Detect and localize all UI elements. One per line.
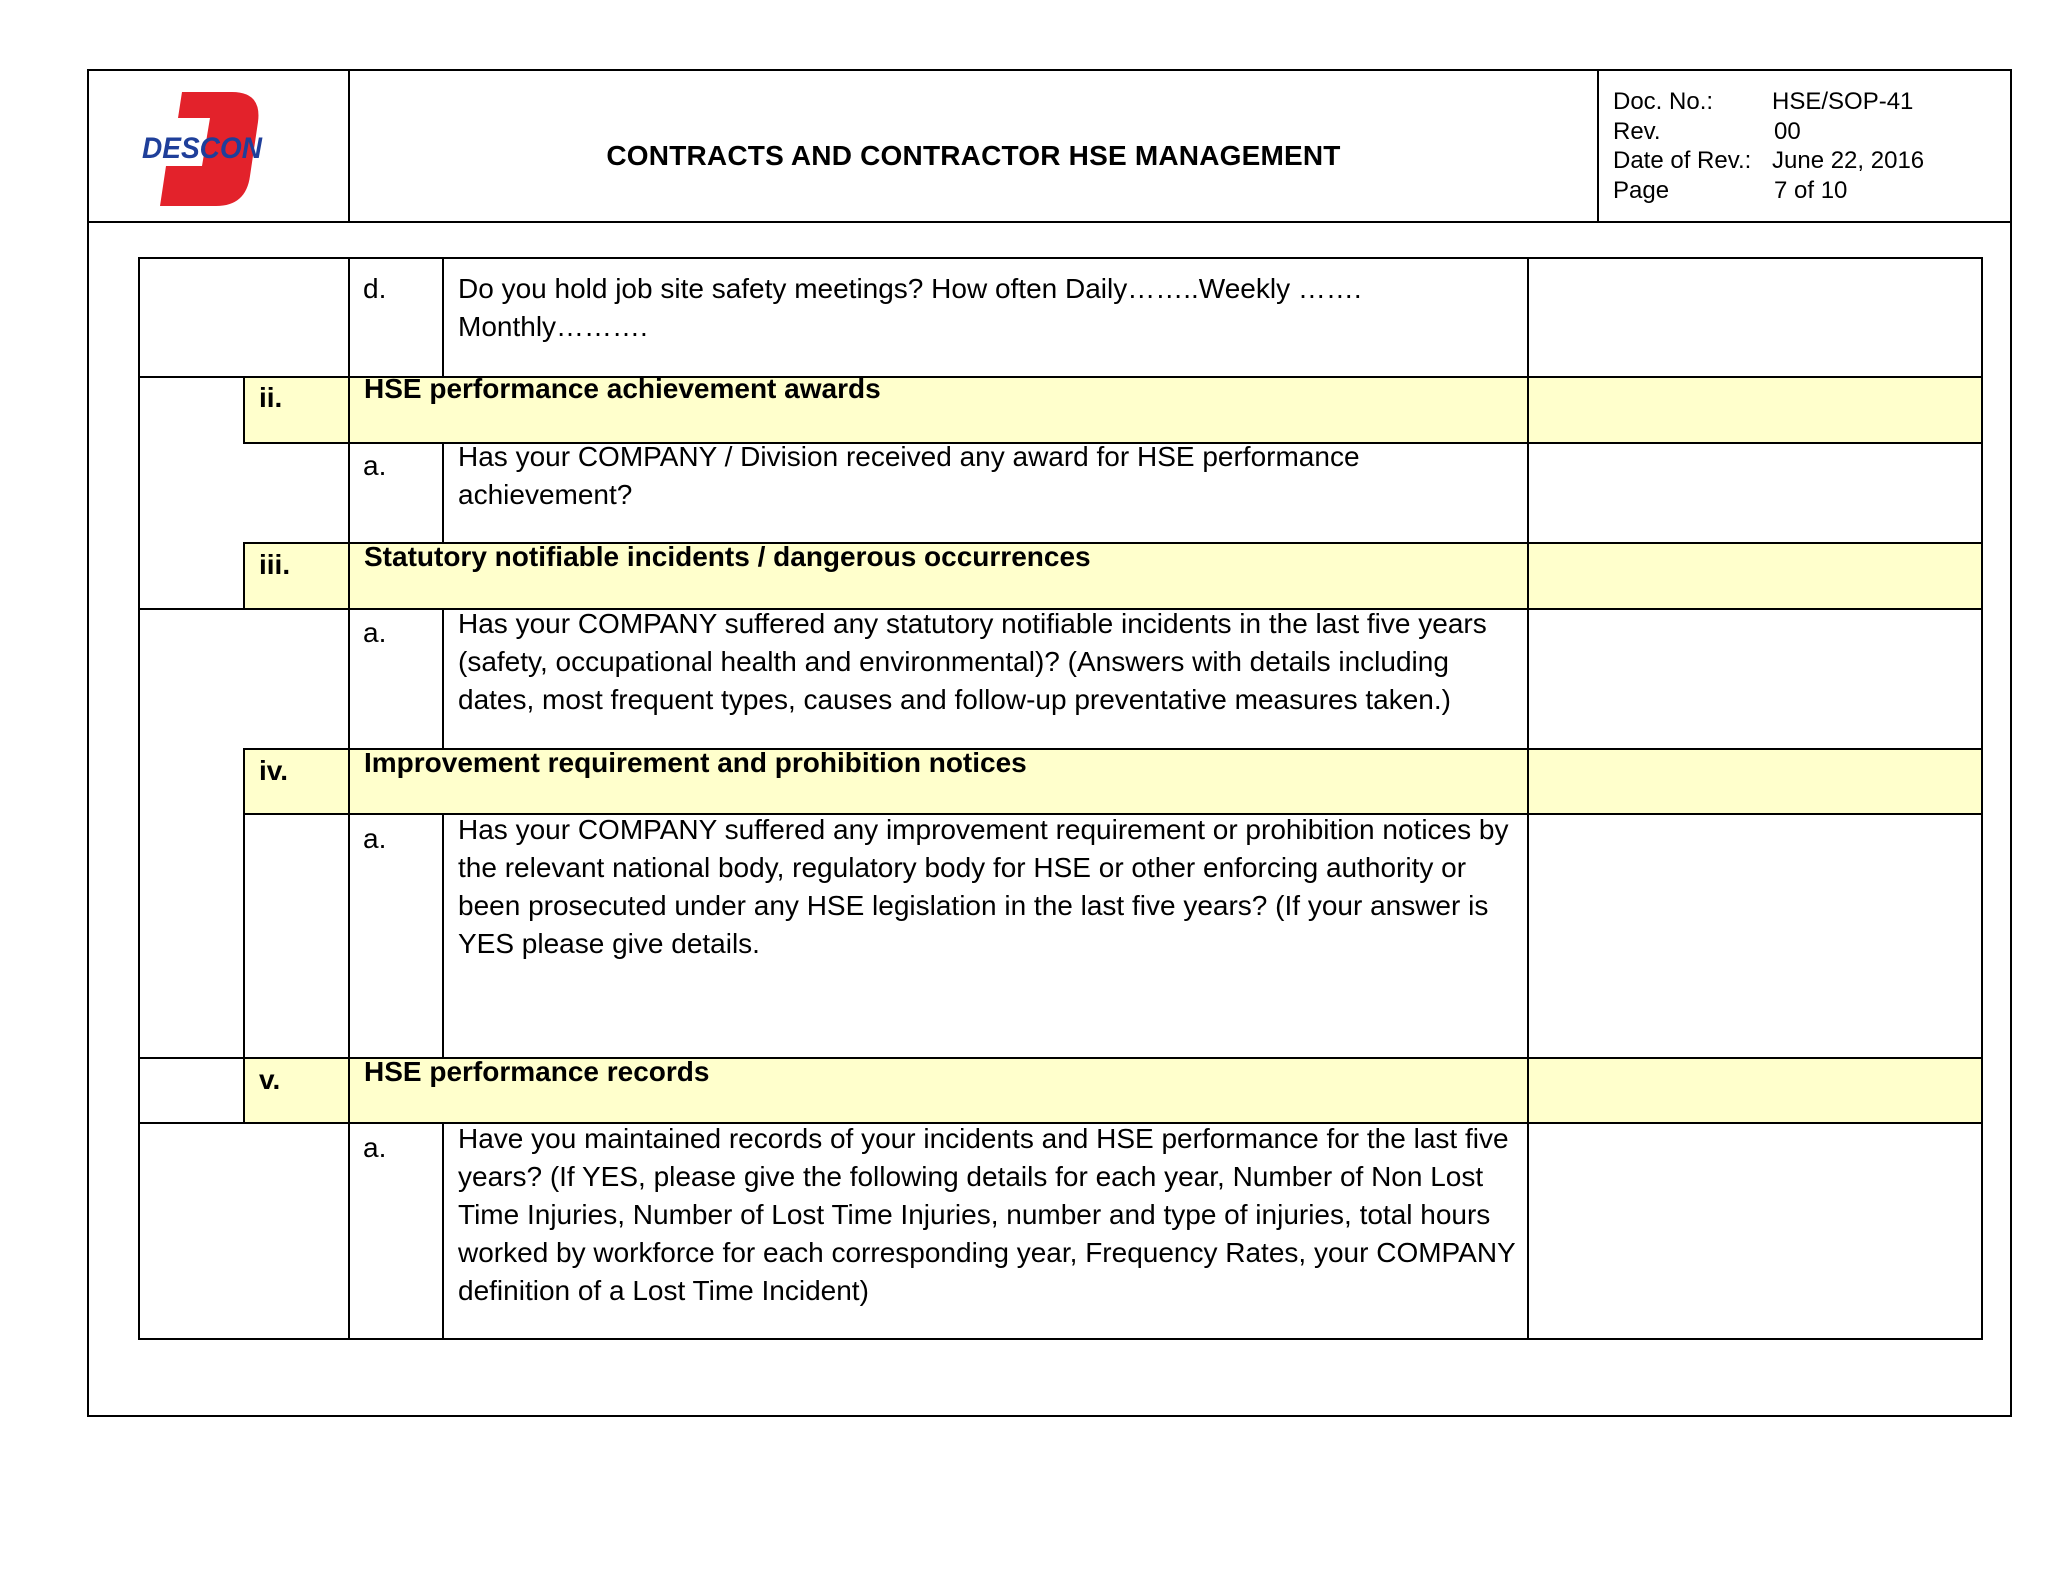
doc-no-value: HSE/SOP-41: [1772, 88, 1914, 115]
date-label: Date of Rev.:: [1613, 147, 1752, 174]
page-label: Page: [1613, 177, 1670, 204]
section-number: ii.: [259, 382, 283, 413]
table-rule: [442, 1123, 444, 1339]
item-letter: d.: [363, 273, 387, 304]
item-letter: a.: [363, 450, 387, 481]
table-rule: [348, 257, 350, 1340]
question-text: Have you maintained records of your incidents and HSE performance for the last five years? (If YES, please give the following details for each year, Number of Non Lost Time Injuries, Number of Lost Time Injuries, number and type of injuries, total hours worked by workforce for each corresponding year, Frequency Rates, your COMPANY definition of a Lost Time Incident): [458, 1123, 1516, 1306]
question-text: Has your COMPANY / Division received any award for HSE performance achievement?: [458, 441, 1360, 510]
document-title: CONTRACTS AND CONTRACTOR HSE MANAGEMENT: [606, 140, 1341, 171]
table-rule: [442, 814, 444, 1058]
table-rule: [138, 257, 1983, 259]
table-rule: [243, 1058, 245, 1123]
question-text: Has your COMPANY suffered any improvement requirement or prohibition notices by the relevant national body, regulatory body for HSE or other enforcing authority or been prosecuted under any HSE legislation in the last five years? (If your answer is YES please give details.: [458, 814, 1509, 959]
table-rule: [442, 257, 444, 377]
rev-value: 00: [1774, 118, 1801, 145]
item-letter: a.: [363, 617, 387, 648]
question-text: Do you hold job site safety meetings? How often Daily……..Weekly ……. Monthly……….: [458, 273, 1362, 342]
section-number: iv.: [259, 755, 289, 786]
doc-no-label: Doc. No.:: [1613, 88, 1714, 115]
table-rule: [243, 377, 245, 443]
question-text: Has your COMPANY suffered any statutory notifiable incidents in the last five years (safety, occupational health and environmental)? (Answers with details including dates, most frequent types, causes and follow-up preventative measures taken.): [458, 608, 1487, 715]
table-rule: [1527, 257, 1529, 1340]
section-number: v.: [259, 1064, 281, 1095]
table-rule: [442, 609, 444, 749]
header-bottom-line: [87, 221, 2012, 223]
header-divider-2: [1597, 69, 1599, 222]
table-rule: [243, 543, 245, 609]
table-rule: [138, 257, 140, 1340]
section-title: HSE performance achievement awards: [364, 373, 881, 404]
section-title: Statutory notifiable incidents / dangerous occurrences: [364, 541, 1091, 572]
section-number: iii.: [259, 549, 291, 580]
table-rule: [442, 443, 444, 543]
section-title: Improvement requirement and prohibition notices: [364, 747, 1027, 778]
table-rule: [138, 1338, 1983, 1340]
svg-text:DESCON: DESCON: [142, 132, 264, 165]
table-rule: [1981, 257, 1983, 1340]
questionnaire-table: [138, 257, 1983, 1340]
item-letter: a.: [363, 1132, 387, 1163]
rev-label: Rev.: [1613, 118, 1661, 145]
section-title: HSE performance records: [364, 1056, 710, 1087]
page-value: 7 of 10: [1774, 177, 1848, 204]
descon-logo: [140, 88, 270, 210]
item-letter: a.: [363, 823, 387, 854]
date-value: June 22, 2016: [1772, 147, 1925, 174]
table-rule: [243, 749, 245, 1058]
